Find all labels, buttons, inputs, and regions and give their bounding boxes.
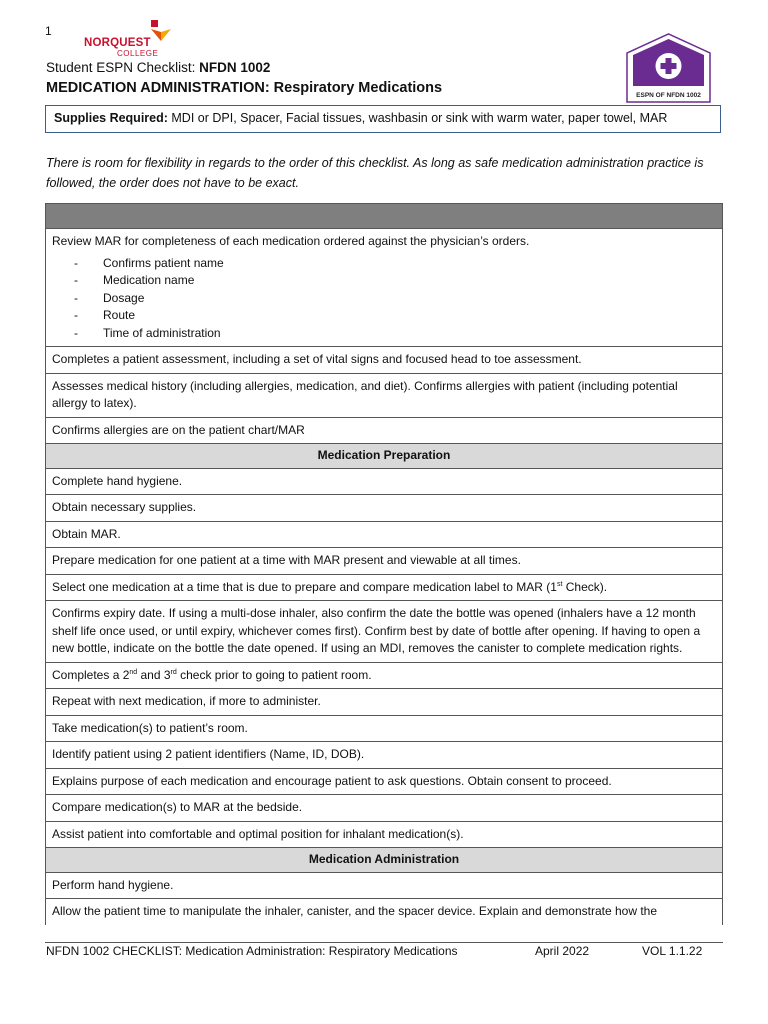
footer-version: VOL 1.1.22 (642, 944, 703, 958)
supplies-box (45, 105, 721, 133)
section-header-preparation: Medication Preparation (46, 444, 722, 469)
supplies-label: Supplies Required: (54, 111, 168, 125)
ordinal-superscript: nd (129, 668, 138, 676)
table-row: Assist patient into comfortable and optimal position for inhalant medication(s). (46, 822, 722, 849)
supplies-text: MDI or DPI, Spacer, Facial tissues, washbasin or sink with warm water, paper towel, MAR (171, 111, 668, 125)
check-row-text: Completes a 2 (52, 667, 130, 682)
footer-date: April 2022 (535, 944, 590, 958)
intro-note: There is room for flexibility in regards to the order of this checklist. As long as safe medication administration practice is followed, the order does not have to be exact. (46, 156, 704, 190)
table-row: Confirms allergies are on the patient chart/MAR (46, 418, 722, 445)
list-item: - Confirms patient name (74, 255, 716, 273)
page-title: MEDICATION ADMINISTRATION: Respiratory Medications (46, 80, 443, 96)
table-row: Complete hand hygiene. (46, 469, 722, 496)
checklist-prefix: Student ESPN Checklist: (46, 60, 196, 75)
mar-checks-list (74, 255, 716, 343)
espn-badge (624, 33, 713, 103)
table-row: Take medication(s) to patient’s room. (46, 716, 722, 743)
course-code: NFDN 1002 (199, 60, 271, 75)
table-row: Compare medication(s) to MAR at the bedside. (46, 795, 722, 822)
list-item: - Route (74, 307, 716, 325)
logo-mark-icon (149, 20, 173, 42)
logo-name: NORQUEST (84, 37, 151, 49)
review-mar-text: Review MAR for completeness of each medication ordered against the physician’s orders. (52, 234, 530, 248)
table-row: Allow the patient time to manipulate the inhaler, canister, and the spacer device. Explain and demonstrate how the (52, 904, 658, 918)
ordinal-superscript: st (556, 580, 563, 588)
checklist-table (45, 203, 723, 925)
table-row: Completes a patient assessment, including a set of vital signs and focused head to toe assessment. (46, 347, 722, 374)
select-med-text-end: Check). (562, 579, 608, 594)
check-row-text-end: check prior to going to patient room. (176, 667, 372, 682)
table-row (46, 229, 722, 347)
ordinal-superscript: rd (170, 668, 177, 676)
check-row-text-mid: and 3 (137, 667, 171, 682)
list-item: - Dosage (74, 290, 716, 308)
table-row: Obtain necessary supplies. (46, 495, 722, 522)
badge-label: ESPN OF NFDN 1002 (636, 92, 701, 99)
table-row: Repeat with next medication, if more to administer. (46, 689, 722, 716)
table-row: Explains purpose of each medication and encourage patient to ask questions. Obtain consent to proceed. (46, 769, 722, 796)
list-item: - Medication name (74, 272, 716, 290)
table-row: Identify patient using 2 patient identifiers (Name, ID, DOB). (46, 742, 722, 769)
table-bottom-border (45, 942, 723, 943)
page-number: 1 (45, 24, 52, 38)
footer-title: NFDN 1002 CHECKLIST: Medication Administration: Respiratory Medications (46, 944, 458, 958)
section-header-administration: Medication Administration (46, 848, 722, 873)
table-row (46, 663, 722, 690)
table-row (46, 575, 722, 602)
table-row: Perform hand hygiene. (46, 873, 722, 900)
norquest-logo (84, 20, 174, 58)
logo-sub: COLLEGE (117, 49, 159, 58)
checklist-line (46, 60, 270, 75)
list-item: - Time of administration (74, 325, 716, 343)
table-row: Prepare medication for one patient at a time with MAR present and viewable at all times. (46, 548, 722, 575)
table-row: Confirms expiry date. If using a multi-dose inhaler, also confirm the date the bottle was opened (inhalers have a 12 month shelf life once used, or until expiry, whichever comes first). Confirm best by date of bottle after opening. If having to open a new bottle, indicate on the bottle the date opened. If using an MDI, removes the canister to complete medication rights. (46, 601, 722, 663)
select-med-text: Select one medication at a time that is due to prepare and compare medication label to MAR (1 (52, 579, 557, 594)
table-header-bar (46, 204, 722, 229)
page-footer (46, 944, 706, 958)
table-row: Assesses medical history (including allergies, medication, and diet). Confirms allergies with patient (including potential allergy to latex). (46, 374, 722, 418)
table-row: Obtain MAR. (46, 522, 722, 549)
